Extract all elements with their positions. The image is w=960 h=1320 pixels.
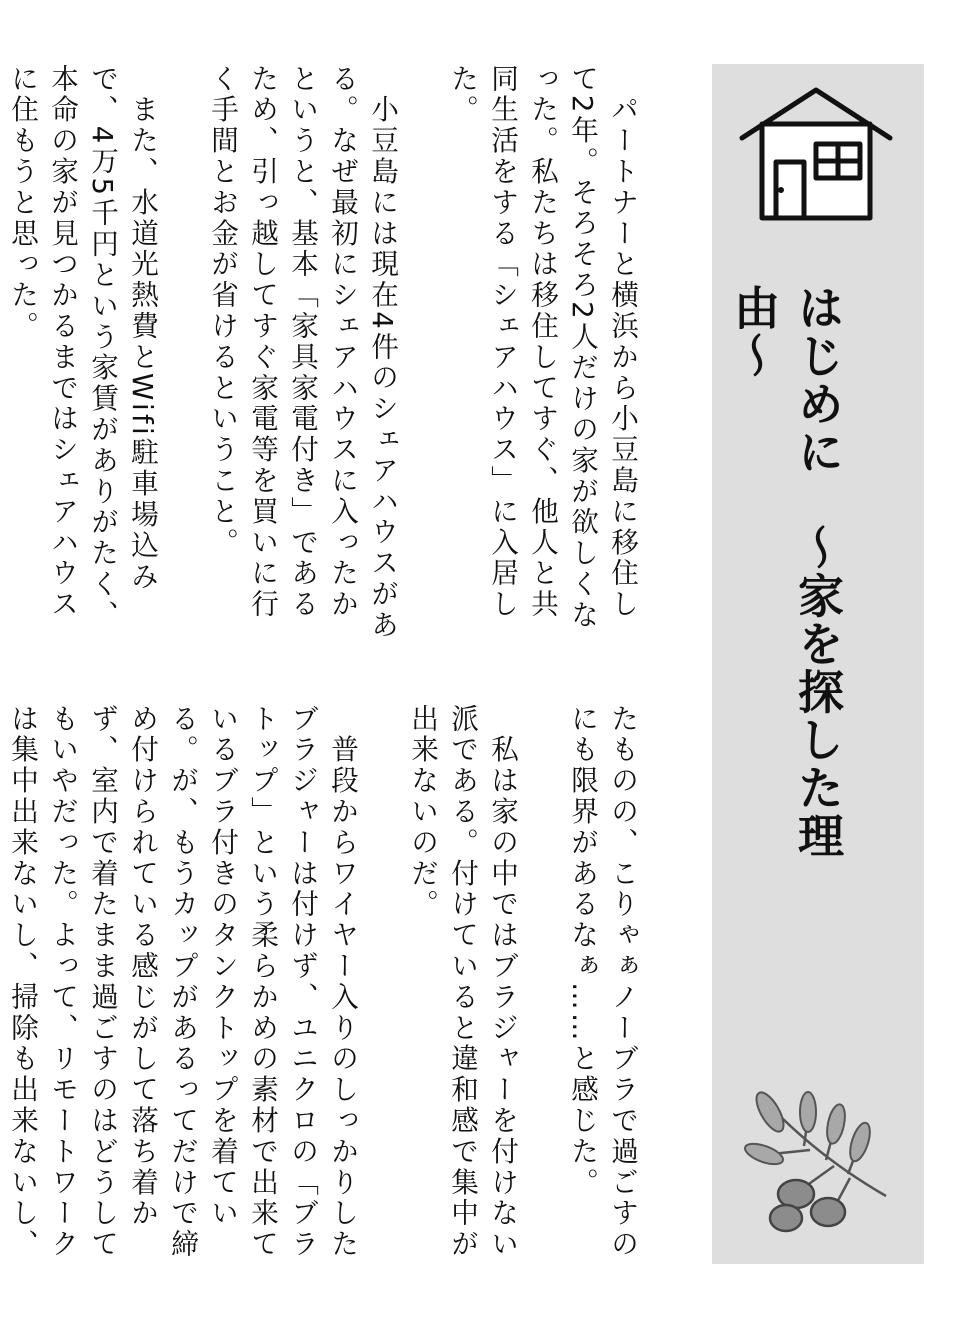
house-icon: [736, 86, 896, 221]
body-column-lower: [6, 704, 682, 1284]
paragraph: 普段からワイヤー入りのしっかりしたブラジャーは付けず、ユニクロの「ブラトップ」という柔らかめの素材で出来ているブラ付きのタンクトップを着ている。が、もうカップがあるってだけで締め付けられている感じがして落ち着かず、室内で着たまま過ごすのはどうしてもいやだった。よって、リモートワークは集中出来ないし、掃除も出来ないし、: [6, 704, 359, 1261]
paragraph: たものの、こりゃぁノーブラで過ごすのにも限界があるなぁ……と感じた。: [566, 704, 639, 1261]
paragraph: パートナーと横浜から小豆島に移住して2年。そろそろ2人だけの家が欲しくなった。私たちは移住してすぐ、他人と共同生活をする「シェアハウス」に入居した。: [446, 64, 639, 632]
olive-branch-icon: [750, 1088, 890, 1236]
body-column-upper: [6, 64, 682, 644]
paragraph: 小豆島には現在4件のシェアハウスがある。なぜ最初にシェアハウスに入ったかというと、基本「家具家電付き」であるため、引っ越してすぐ家電等を買いに行く手間とお金が省けるということ。: [206, 64, 399, 642]
paragraph: また、水道光熱費とWifi駐車場込みで、4万5千円という家賃がありがたく、本命の家が見つかるまではシェアハウスに住もうと思った。: [6, 64, 159, 632]
page-title: はじめに ～家を探した理由～: [727, 284, 845, 860]
paragraph: 私は家の中ではブラジャーを付けない派である。付けていると違和感で集中が出来ないのだ。: [406, 704, 519, 1261]
